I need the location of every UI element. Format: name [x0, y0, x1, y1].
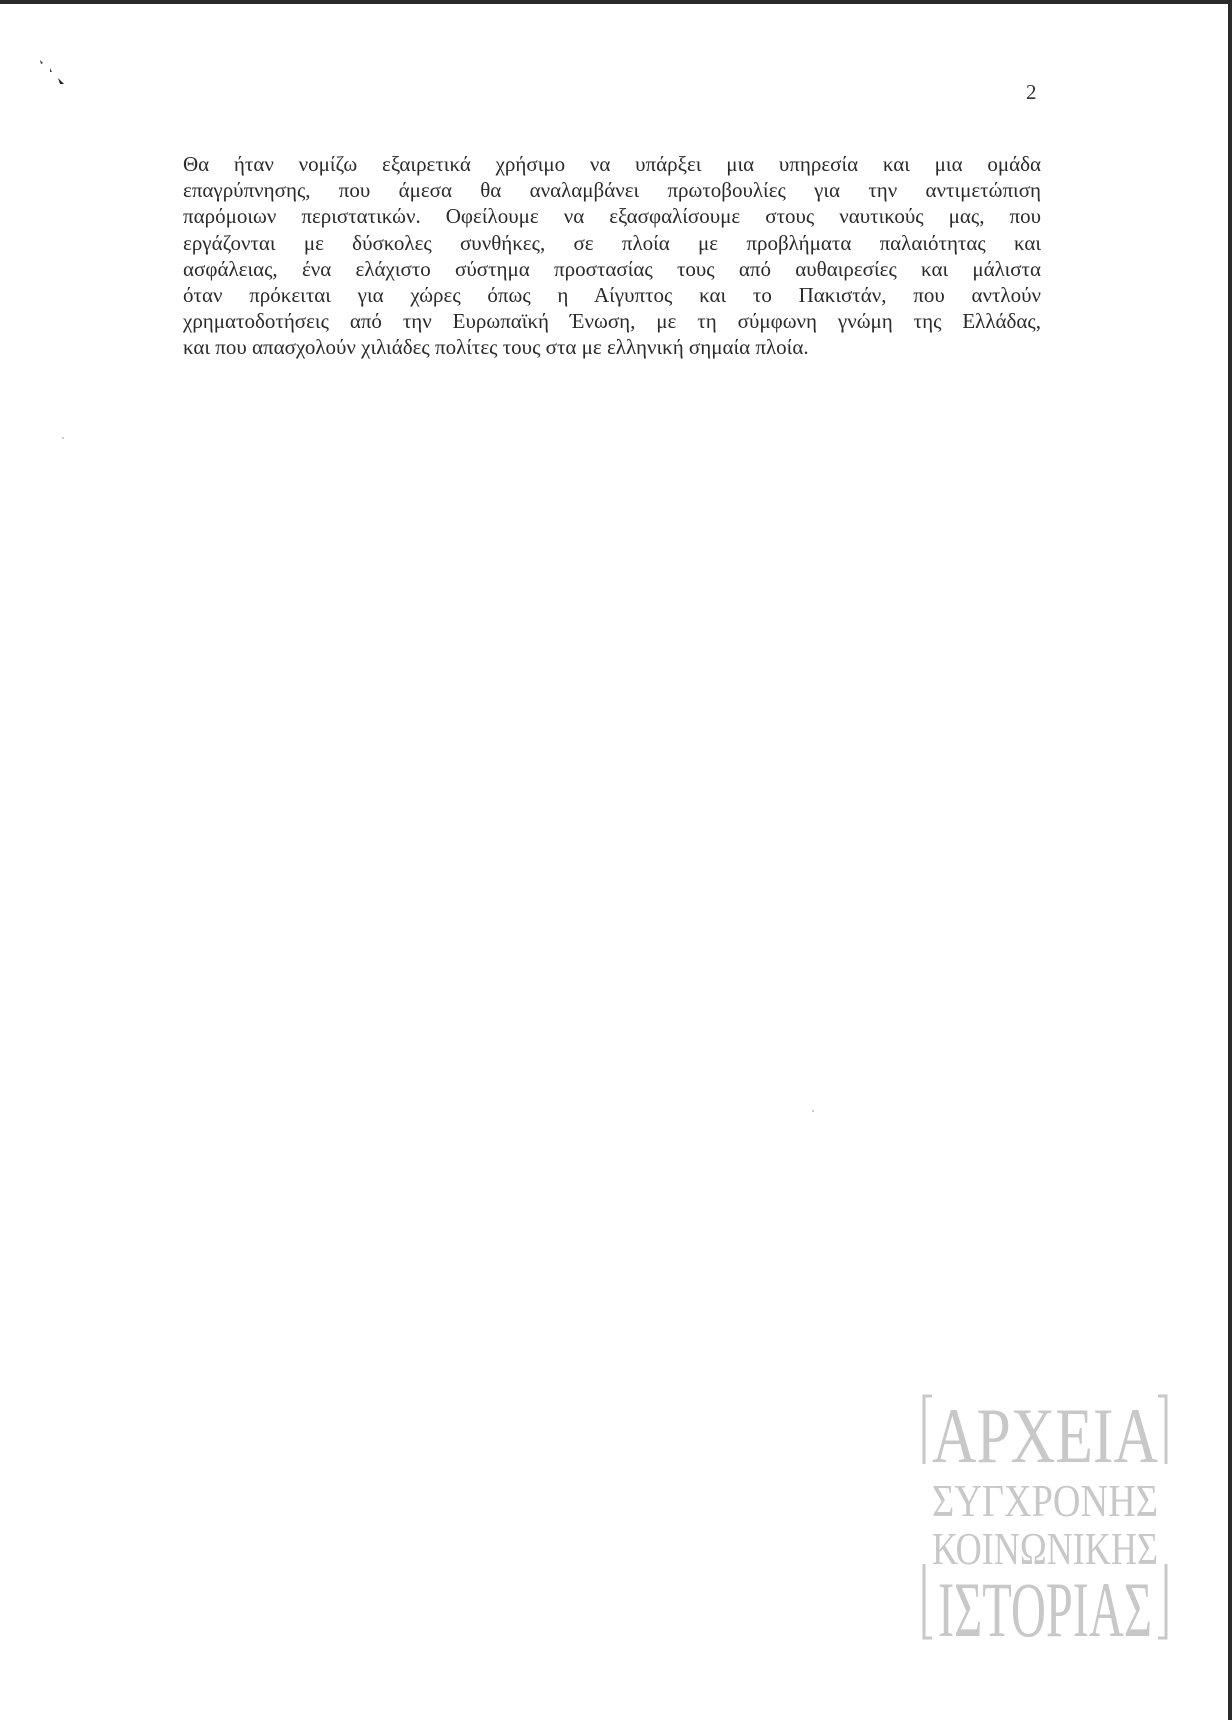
body-line: εργάζονται με δύσκολες συνθήκες, σε πλοία με προβλήματα παλαιότητας και — [183, 230, 1041, 255]
body-line: επαγρύπνησης, που άμεσα θα αναλαμβάνει πρωτοβουλίες για την αντιμετώπιση — [183, 178, 1041, 203]
body-line: ασφάλειας, ένα ελάχιστο σύστημα προστασίας τους από αυθαιρεσίες και μάλιστα — [183, 256, 1041, 281]
archive-watermark-logo — [922, 1392, 1168, 1653]
document-body — [183, 151, 1041, 361]
stamp-line-1: ΑΡΧΕΙΑ — [932, 1392, 1158, 1479]
body-line: παρόμοιων περιστατικών. Οφείλουμε να εξασφαλίσουμε στους ναυτικούς μας, που — [183, 204, 1041, 229]
body-line: όταν πρόκειται για χώρες όπως η Αίγυπτος και το Πακιστάν, που αντλούν — [183, 283, 1041, 308]
scan-border-right — [1228, 0, 1232, 1720]
scan-border-top — [0, 0, 1232, 4]
scan-speck — [62, 437, 64, 439]
scan-speck — [812, 1110, 814, 1112]
body-line: και που απασχολούν χιλιάδες πολίτες τους στα με ελληνική σημαία πλοία. — [183, 335, 809, 360]
scan-corner-marks — [38, 56, 68, 86]
page-number: 2 — [1026, 80, 1037, 104]
stamp-line-2: ΣΥΓΧΡΟΝΗΣ — [932, 1475, 1158, 1526]
body-line: Θα ήταν νομίζω εξαιρετικά χρήσιμο να υπάρξει μια υπηρεσία και μια ομάδα — [183, 152, 1041, 176]
stamp-line-3: ΚΟΙΝΩΝΙΚΗΣ — [932, 1523, 1158, 1574]
body-line: χρηματοδοτήσεις από την Ευρωπαϊκή Ένωση, με τη σύμφωνη γνώμη της Ελλάδας, — [183, 309, 1041, 334]
stamp-line-4: ΙΣΤΟΡΙΑΣ — [938, 1566, 1152, 1653]
